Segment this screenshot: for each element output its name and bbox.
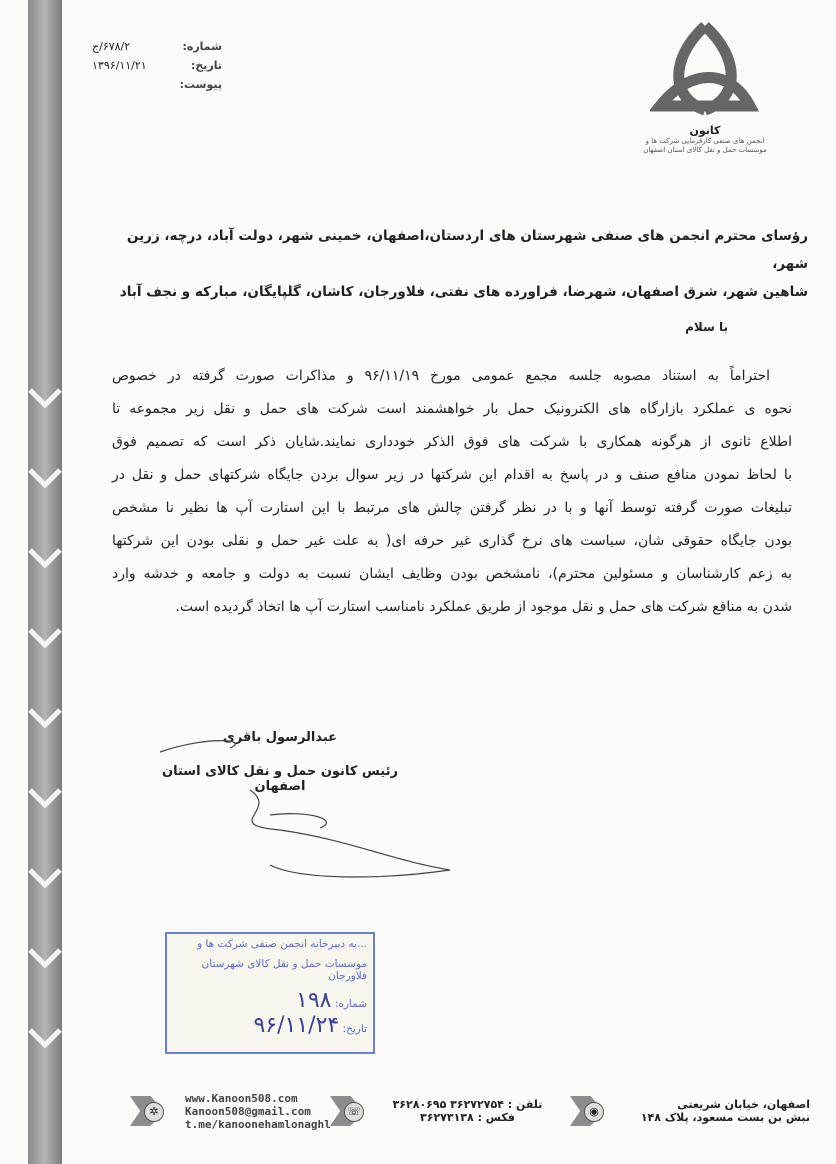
fax-label: فکس : (477, 1111, 515, 1124)
number-label: شماره: (182, 40, 222, 53)
body-line: تبلیغات صورت گرفته توسط آنها و با در نظر گرفتن چالش های مرتبط با این استارت آپ ها نظیر نا مشخص (112, 500, 792, 516)
location-icon: ◉ (584, 1102, 604, 1122)
footer-email: Kanoon508@gmail.com (185, 1105, 311, 1118)
stamp-date-label: تاریخ: (342, 1023, 367, 1035)
footer-website: www.Kanoon508.com (185, 1092, 298, 1105)
footer-telegram: t.me/kanoonehamlonaghl (185, 1118, 331, 1131)
body-line: اطلاع ثانوی از هرگونه همکاری با شرکت های فوق الذکر خودداری نمایند.شایان ذکر است که تصمیم فوق (112, 434, 792, 450)
web-icon: ✲ (144, 1102, 164, 1122)
handwritten-signature (150, 730, 470, 890)
stamp-line-2: موسسات حمل و نقل کالای شهرستان فلاورجان (201, 958, 367, 982)
address-line-1: اصفهان، خیابان شریعتی (677, 1098, 810, 1111)
recipients (108, 222, 808, 306)
phone-label: تلفن : (507, 1098, 543, 1111)
chevron-pattern (28, 0, 62, 1164)
letterhead-footer (100, 1088, 820, 1134)
phone-numbers: ۳۶۲۷۲۷۵۴ ۳۶۲۸۰۶۹۵ (392, 1098, 504, 1111)
date-label: تاریخ: (190, 59, 222, 72)
stamp-number-value: ۱۹۸ (296, 988, 332, 1013)
stamp-number-label: شماره: (334, 998, 367, 1010)
greeting: با سلام (685, 320, 728, 334)
date-value: ۱۳۹۶/۱۱/۲۱ (92, 59, 147, 72)
phone-icon: ☏ (344, 1102, 364, 1122)
received-stamp (165, 932, 375, 1054)
signer-name: عبدالرسول باقری (222, 730, 338, 745)
logo-subtitle-1: انجمن های صنفی کارفرمایی شرکت ها و (645, 137, 765, 145)
signer-title: رئیس کانون حمل و نقل کالای استان اصفهان (162, 764, 398, 794)
logo-subtitle-2: موسسات حمل و نقل کالای استان اصفهان (643, 146, 767, 154)
body-line: بودن جایگاه حقوقی شان، سیاست های نرخ گذاری غیر حرفه ای( به علت غیر حمل و نقلی بودن این شرکتها (112, 533, 792, 549)
body-line: به زعم کارشناسان و مسئولین محترم)، نامشخص بودن وظایف ایشان نسبت به دولت و جامعه و خدشه وارد (112, 566, 792, 582)
recipients-line: رؤسای محترم انجمن های صنفی شهرستان های اردستان،اصفهان، خمینی شهر، دولت آباد، درچه، زرین شهر، (126, 228, 808, 272)
stamp-line-1: ...به دبیرخانه انجمن صنفی شرکت ها و (197, 938, 367, 950)
stamp-date-value: ۹۶/۱۱/۲۴ (253, 1013, 340, 1038)
body-line: نحوه ی عملکرد بازارگاه های الکترونیک حمل بار خواهشمند است شرکت های حمل و نقل زیر مجموعه تا (112, 401, 792, 417)
body-line: شدن به منافع شرکت های حمل و نقل موجود از طریق عملکرد نامناسب استارت آپ ها اتخاذ گردیده است. (175, 599, 792, 615)
number-value: ۶۷۸/۲/ج (92, 40, 131, 53)
letter-body (112, 360, 792, 624)
attachment-label: پیوست: (179, 78, 222, 91)
logo-name: کانون (689, 124, 721, 137)
address-line-2: نبش بن بست مسعود، پلاک ۱۴۸ (640, 1111, 810, 1124)
recipients-line: شاهین شهر، شرق اصفهان، شهرضا، فراورده های نفتی، فلاورجان، کاشان، گلپایگان، مبارکه و نجف آباد (119, 284, 808, 300)
kanoon-logo (625, 18, 785, 155)
fax-number: ۳۶۲۷۳۱۳۸ (420, 1111, 474, 1124)
body-line: احتراماً به استناد مصوبه جلسه مجمع عمومی مورخ ۹۶/۱۱/۱۹ و مذاکرات صورت گرفته در خصوص (112, 368, 770, 384)
trefoil-logo-icon (650, 18, 760, 118)
letter-meta (92, 40, 222, 97)
body-line: با لحاظ نمودن منافع صنف و در پاسخ به اقدام این شرکتها در زیر سوال بردن جایگاه شرکتهای حمل و نقل در (112, 467, 792, 483)
